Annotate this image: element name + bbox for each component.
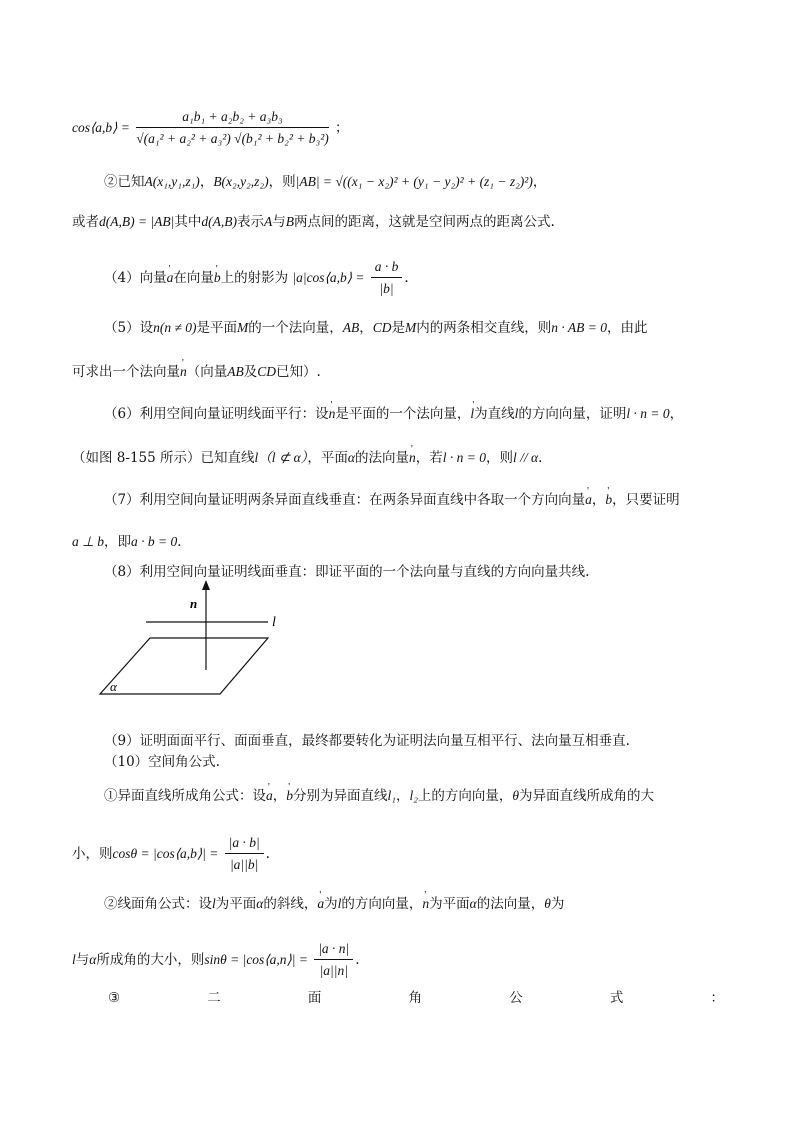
distance-definition-line: 或者d(A,B) = |AB|其中d(A,B)表示A与B两点间的距离，这就是空间两点的距离公式. <box>72 214 555 230</box>
skew-lines-perpendicular-line: （7）利用空间向量证明两条异面直线垂直：在两条异面直线中各取一个方向向量' a，' b，只要证明 <box>104 490 724 510</box>
dihedral-angle-heading: ③ 二 面 角 公 式 ： <box>108 990 724 1006</box>
projection-line: （4）向量' a在向量' b上的射影为 |a|cos⟨a,b⟩ = $\frac{a \cdot b}{|b|}$ . <box>104 258 724 299</box>
fraction: $\frac{|a \cdot b|}{|a||b|}$ <box>225 834 264 875</box>
label-alpha: α <box>110 679 117 694</box>
normal-vector-line: （5）设n(n ≠ 0)是平面M的一个法向量，AB，CD是M内的两条相交直线，则n · AB = 0，由此 <box>104 320 648 336</box>
line-plane-angle-line: ②线面角公式：设l为平面α的斜线，' a为l的方向向量，' n为平面α的法向量，θ为 <box>104 894 724 914</box>
fraction: $\frac{a \cdot b}{|b|}$ <box>371 258 403 299</box>
line-plane-parallel-example: （如图 8-155 所示）已知直线l（l ⊄ α），平面α的法向量' n，若l · n = 0，则l // α. <box>72 448 724 468</box>
fraction: $\frac{|a \cdot n|}{|a||n|}$ <box>314 940 353 981</box>
plane-alpha <box>100 638 268 694</box>
line-plane-perpendicular-line: （8）利用空间向量证明线面垂直：即证平面的一个法向量与直线的方向向量共线. <box>104 564 590 580</box>
arrowhead-icon <box>202 580 210 590</box>
label-l: l <box>272 615 276 630</box>
normal-vector-figure <box>90 578 290 698</box>
plane-plane-line: （9）证明面面平行、面面垂直，最终都要转化为证明法向量互相平行、法向量互相垂直. <box>104 733 630 749</box>
skew-angle-formula-line: ①异面直线所成角公式：设' a，' b分别为异面直线l₁，l₂上的方向向量，θ为异面直线所成角的大 <box>104 786 724 806</box>
skew-lines-perpendicular-cont: a ⊥ b，即a · b = 0. <box>72 534 182 550</box>
line-plane-angle-formula: l与α所成角的大小，则sinθ = |cos⟨a,n⟩| = $\frac{|a \cdot n|}{|a||n|}$ . <box>72 940 724 981</box>
skew-angle-formula-cont: 小，则cosθ = |cos⟨a,b⟩| = $\frac{|a \cdot b|}{|a||b|}$ . <box>72 834 724 875</box>
line-plane-parallel-line: （6）利用空间向量证明线面平行：设' n是平面的一个法向量，' l为直线l的方向向量，证明l · n = 0， <box>104 404 724 424</box>
fraction: $\frac{\text{a₁b₁ + a₂b₂ + a₃b₃}}{\text{√(a₁² + a₂² + a₃²) √(b₁² + b₂² + b₃²)}}$ <box>136 109 329 146</box>
space-angle-heading: （10）空间角公式. <box>104 754 220 770</box>
normal-vector-line-cont: 可求出一个法向量' n（向量AB及CD已知）. <box>72 362 724 382</box>
label-n: n <box>190 596 198 611</box>
distance-formula-line: ②已知A(x₁,y₁,z₁)，B(x₂,y₂,z₂)，则|AB| = √((x₁ − x₂)² + (y₁ − y₂)² + (z₁ − z₂)²)， <box>104 174 547 190</box>
formula-cosine-angle: cos⟨a,b⟩ = $\frac{\text{a₁b₁ + a₂b₂ + a₃b₃}}{\text{√(a₁² + a₂² + a₃²) √(b₁² + b₂² + b₃²)}}$ ； <box>72 108 724 149</box>
